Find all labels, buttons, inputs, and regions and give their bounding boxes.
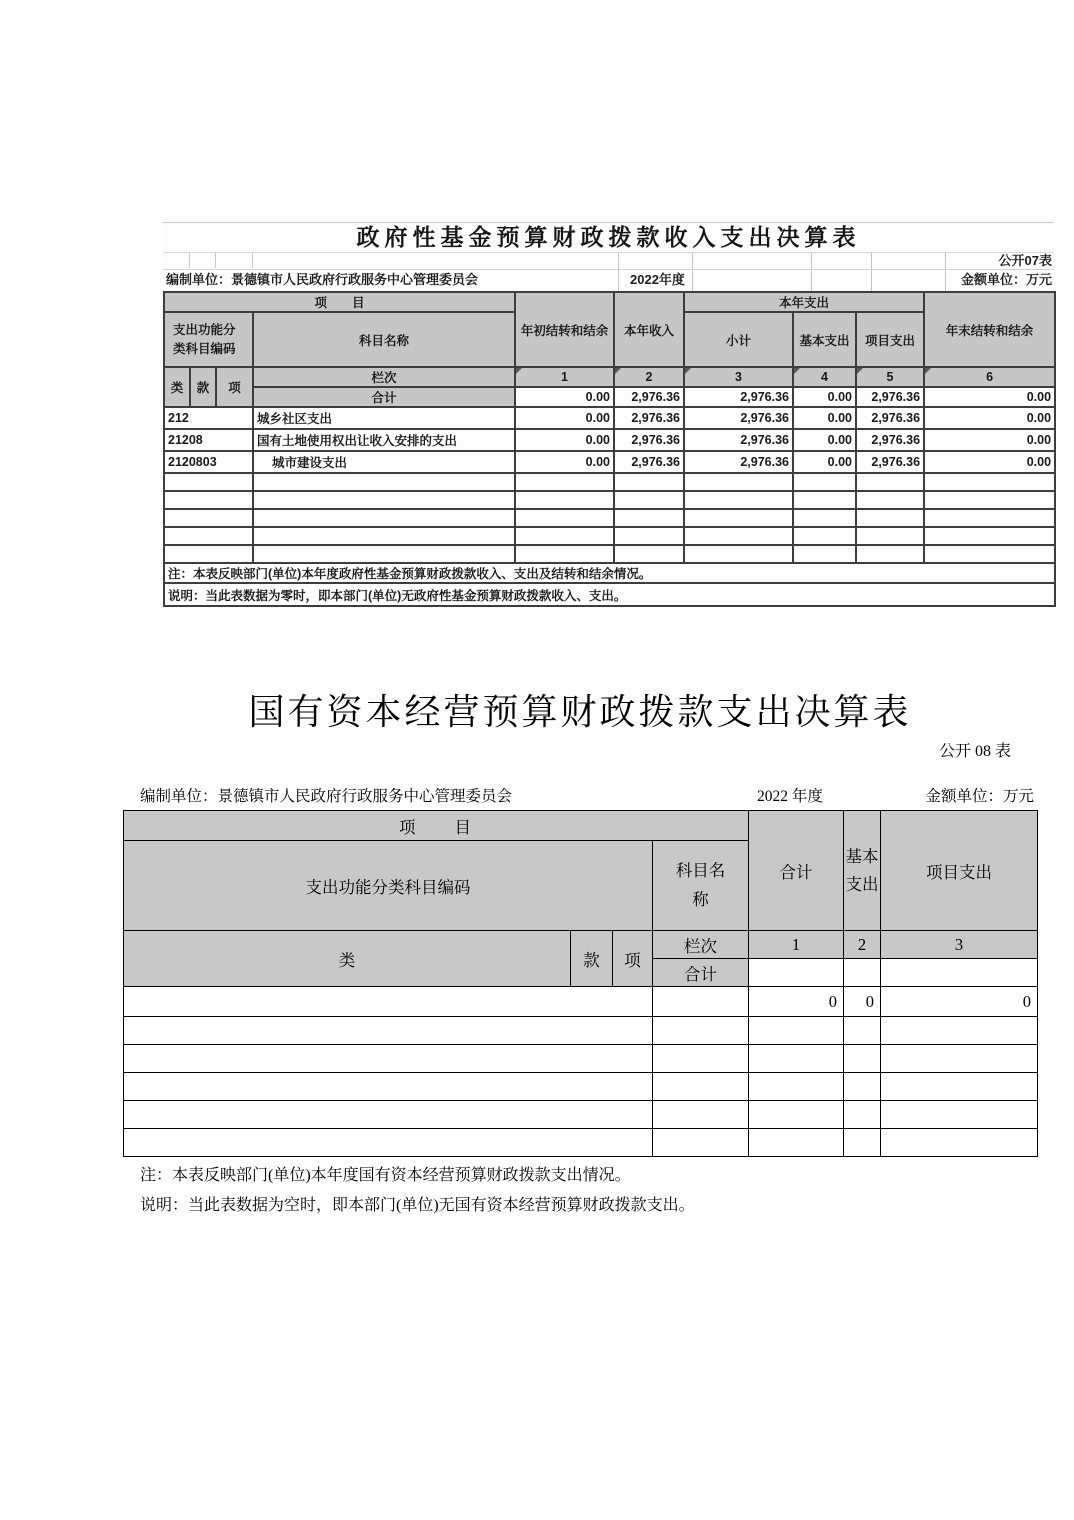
table1-data-row <box>164 451 1055 473</box>
row-value: 0.00 <box>515 451 614 473</box>
header-code-group: 支出功能分类科目编码 <box>124 841 653 931</box>
table2-unit: 金额单位：万元 <box>925 788 1034 805</box>
row-value: 2,976.36 <box>614 429 684 451</box>
empty-cell <box>924 509 1055 527</box>
empty-cell <box>515 509 614 527</box>
empty-cell <box>856 509 924 527</box>
empty-cell <box>684 545 793 563</box>
empty-cell <box>749 959 844 987</box>
header-class: 类 <box>124 931 571 987</box>
header-lanci: 栏次 <box>653 931 749 959</box>
empty-cell <box>793 491 856 509</box>
header-end-balance: 年末结转和结余 <box>924 292 1055 367</box>
header-subtotal: 小计 <box>684 312 793 367</box>
header-project-expense: 项目支出 <box>856 312 924 367</box>
empty-cell <box>856 527 924 545</box>
table2-lanci-row <box>124 931 1038 959</box>
empty-cell <box>614 527 684 545</box>
empty-cell <box>684 491 793 509</box>
empty-cell <box>924 491 1055 509</box>
total-value: 2,976.36 <box>684 387 793 407</box>
table1-note-row <box>164 563 1055 583</box>
header-year-expense-group: 本年支出 <box>684 292 924 312</box>
empty-cell <box>684 473 793 491</box>
empty-cell <box>924 527 1055 545</box>
empty-cell <box>924 545 1055 563</box>
row-value: 0.00 <box>924 451 1055 473</box>
table1-data-row <box>164 429 1055 451</box>
row-value: 0.00 <box>793 429 856 451</box>
empty-row <box>164 473 1055 491</box>
empty-cell <box>653 1073 749 1101</box>
empty-cell <box>164 527 253 545</box>
table1-lanci-row <box>164 367 1055 387</box>
empty-cell <box>749 1017 844 1045</box>
row-name <box>653 987 749 1017</box>
gridline <box>811 253 812 291</box>
header-item: 项 <box>613 931 653 987</box>
header-subject-name: 科目名称 <box>253 312 515 367</box>
table2-explanation: 说明：当此表数据为空时，即本部门(单位)无国有资本经营预算财政拨款支出。 <box>140 1197 695 1214</box>
empty-row <box>124 1101 1038 1129</box>
empty-cell <box>253 545 515 563</box>
row-value: 0 <box>749 987 844 1017</box>
header-year-income: 本年收入 <box>614 292 684 367</box>
header-item: 项 <box>216 367 253 407</box>
col-number: 1 <box>749 931 844 959</box>
header-section: 款 <box>190 367 216 407</box>
gridline <box>618 253 619 291</box>
table1-unit: 金额单位：万元 <box>960 272 1052 287</box>
empty-row <box>164 509 1055 527</box>
total-value: 0.00 <box>924 387 1055 407</box>
total-value: 2,976.36 <box>856 387 924 407</box>
row-value: 2,976.36 <box>614 451 684 473</box>
row-value: 0.00 <box>515 429 614 451</box>
empty-cell <box>653 1045 749 1073</box>
empty-cell <box>164 545 253 563</box>
gridline <box>189 253 190 268</box>
empty-row <box>164 527 1055 545</box>
table2-prepared-by: 编制单位：景德镇市人民政府行政服务中心管理委员会 <box>140 788 513 805</box>
row-value: 2,976.36 <box>684 407 793 429</box>
gridline <box>692 253 693 291</box>
empty-cell <box>684 509 793 527</box>
empty-cell <box>793 509 856 527</box>
table1-title: 政府性基金预算财政拨款收入支出决算表 <box>163 223 1054 253</box>
total-value: 0.00 <box>793 387 856 407</box>
table2-header-row1 <box>124 811 1038 841</box>
empty-cell <box>793 527 856 545</box>
empty-cell <box>515 527 614 545</box>
header-basic-expense: 基本支出 <box>844 811 881 931</box>
col-number: 3 <box>684 367 793 387</box>
row-value: 0 <box>844 987 881 1017</box>
gridline <box>252 253 253 268</box>
empty-cell <box>749 1045 844 1073</box>
empty-cell <box>881 1017 1038 1045</box>
header-begin-balance: 年初结转和结余 <box>515 292 614 367</box>
col-number: 1 <box>515 367 614 387</box>
empty-cell <box>856 491 924 509</box>
header-item-group: 项 目 <box>124 811 749 841</box>
empty-cell <box>253 473 515 491</box>
row-value: 2,976.36 <box>856 407 924 429</box>
row-name: 城乡社区支出 <box>253 407 515 429</box>
empty-cell <box>749 1101 844 1129</box>
table2-data-row <box>124 987 1038 1017</box>
empty-cell <box>653 1101 749 1129</box>
table1-header-row1 <box>164 292 1055 312</box>
empty-cell <box>844 959 881 987</box>
empty-cell <box>844 1045 881 1073</box>
header-project-expense: 项目支出 <box>881 811 1038 931</box>
table1-total-row <box>164 387 1055 407</box>
empty-cell <box>124 1129 653 1157</box>
table1-meta-row <box>163 253 1054 291</box>
empty-cell <box>881 959 1038 987</box>
row-name: 城市建设支出 <box>253 451 515 473</box>
empty-cell <box>653 1129 749 1157</box>
row-value: 2,976.36 <box>856 429 924 451</box>
col-number: 2 <box>614 367 684 387</box>
col-number: 6 <box>924 367 1055 387</box>
empty-cell <box>515 491 614 509</box>
col-number: 5 <box>856 367 924 387</box>
empty-cell <box>844 1129 881 1157</box>
empty-cell <box>793 545 856 563</box>
table1-grid <box>163 291 1056 607</box>
empty-row <box>124 1073 1038 1101</box>
empty-cell <box>124 1101 653 1129</box>
empty-row <box>164 545 1055 563</box>
empty-cell <box>844 1017 881 1045</box>
header-basic-expense: 基本支出 <box>793 312 856 367</box>
empty-cell <box>856 545 924 563</box>
empty-cell <box>164 473 253 491</box>
empty-cell <box>881 1101 1038 1129</box>
empty-cell <box>793 473 856 491</box>
empty-cell <box>124 1045 653 1073</box>
table1-explanation-row <box>164 583 1055 606</box>
gridline <box>945 253 946 291</box>
header-item-group: 项 目 <box>164 292 515 312</box>
col-number: 3 <box>881 931 1038 959</box>
empty-cell <box>515 545 614 563</box>
table2-doc-code: 公开 08 表 <box>938 743 1011 760</box>
gridline <box>871 253 872 291</box>
empty-cell <box>881 1129 1038 1157</box>
row-value: 0.00 <box>924 429 1055 451</box>
empty-cell <box>749 1129 844 1157</box>
table1-note: 注：本表反映部门(单位)本年度政府性基金预算财政拨款收入、支出及结转和结余情况。 <box>164 563 1055 583</box>
header-subject-name: 科目名称 <box>653 841 749 931</box>
row-code: 212 <box>164 407 253 429</box>
empty-cell <box>614 491 684 509</box>
row-value: 2,976.36 <box>684 429 793 451</box>
col-number: 4 <box>793 367 856 387</box>
table1-data-row <box>164 407 1055 429</box>
row-value: 0.00 <box>793 407 856 429</box>
empty-cell <box>856 473 924 491</box>
row-value: 0.00 <box>515 407 614 429</box>
row-value: 2,976.36 <box>614 407 684 429</box>
empty-cell <box>881 1073 1038 1101</box>
row-code <box>124 987 653 1017</box>
row-code: 21208 <box>164 429 253 451</box>
empty-cell <box>253 491 515 509</box>
header-total: 合计 <box>749 811 844 931</box>
table2-title: 国有资本经营预算财政拨款支出决算表 <box>248 692 912 732</box>
empty-row <box>124 1045 1038 1073</box>
empty-cell <box>515 473 614 491</box>
empty-cell <box>253 509 515 527</box>
header-class: 类 <box>164 367 190 407</box>
table1-year: 2022年度 <box>630 272 685 287</box>
total-label: 合计 <box>253 387 515 407</box>
empty-cell <box>844 1101 881 1129</box>
empty-cell <box>653 1017 749 1045</box>
table2-grid <box>123 810 1038 1157</box>
gov-fund-table-block <box>163 218 1054 607</box>
empty-cell <box>749 1073 844 1101</box>
table2-meta-row <box>123 784 1037 806</box>
row-value: 0.00 <box>793 451 856 473</box>
total-value: 2,976.36 <box>614 387 684 407</box>
table1-prepared-by: 编制单位：景德镇市人民政府行政服务中心管理委员会 <box>166 272 479 287</box>
empty-cell <box>924 473 1055 491</box>
empty-cell <box>684 527 793 545</box>
empty-cell <box>614 509 684 527</box>
empty-cell <box>844 1073 881 1101</box>
empty-cell <box>124 1017 653 1045</box>
row-value: 0.00 <box>924 407 1055 429</box>
table1-explanation: 说明：当此表数据为零时，即本部门(单位)无政府性基金预算财政拨款收入、支出。 <box>164 583 1055 606</box>
empty-cell <box>614 473 684 491</box>
gridline <box>215 253 216 268</box>
empty-row <box>124 1017 1038 1045</box>
empty-row <box>164 491 1055 509</box>
empty-cell <box>124 1073 653 1101</box>
table1-doc-code: 公开07表 <box>998 253 1052 268</box>
header-lanci: 栏次 <box>253 367 515 387</box>
header-code-group: 支出功能分类科目编码 <box>164 312 253 367</box>
row-value: 2,976.36 <box>684 451 793 473</box>
total-value: 0.00 <box>515 387 614 407</box>
empty-cell <box>614 545 684 563</box>
empty-cell <box>253 527 515 545</box>
row-value: 2,976.36 <box>856 451 924 473</box>
empty-row <box>124 1129 1038 1157</box>
row-code: 2120803 <box>164 451 253 473</box>
empty-cell <box>164 491 253 509</box>
header-section: 款 <box>571 931 613 987</box>
total-label: 合计 <box>653 959 749 987</box>
table2-note: 注：本表反映部门(单位)本年度国有资本经营预算财政拨款支出情况。 <box>140 1167 631 1184</box>
row-name: 国有土地使用权出让收入安排的支出 <box>253 429 515 451</box>
table2-year: 2022 年度 <box>757 788 823 805</box>
col-number: 2 <box>844 931 881 959</box>
row-value: 0 <box>881 987 1038 1017</box>
empty-cell <box>881 1045 1038 1073</box>
empty-cell <box>164 509 253 527</box>
